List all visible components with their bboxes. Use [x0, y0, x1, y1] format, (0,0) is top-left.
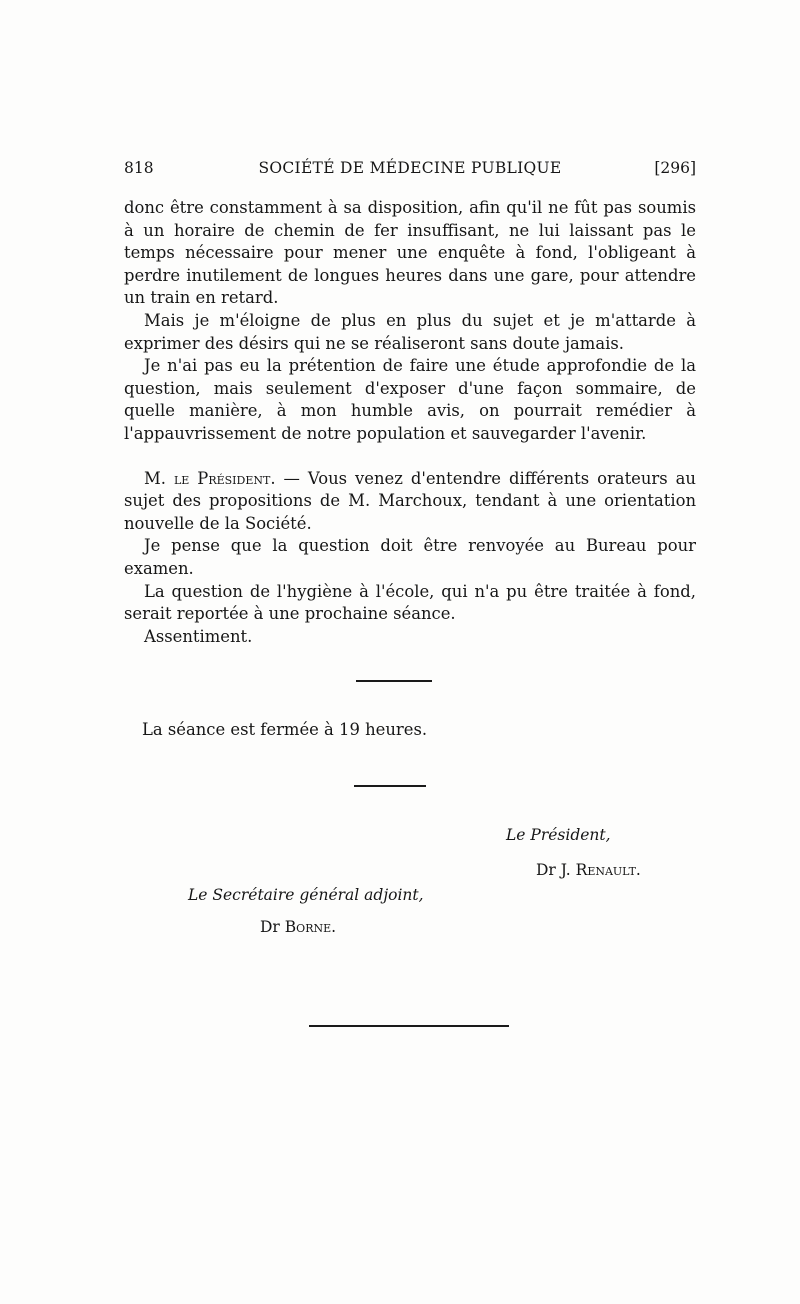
president-role: Le Président,: [506, 826, 611, 844]
assent-note: Assentiment.: [144, 626, 253, 646]
president-title: Dr: [536, 861, 556, 879]
body-text: [124, 197, 696, 648]
speaker-name: M. le Président.: [144, 468, 276, 488]
secretary-title: Dr: [260, 918, 280, 936]
paragraph-gap: [124, 446, 696, 468]
secretary-name: Borne.: [284, 918, 337, 936]
session-closing: La séance est fermée à 19 heures.: [142, 720, 428, 739]
secretary-role: Le Secrétaire général adjoint,: [188, 886, 424, 904]
paragraph-2: Mais je m'éloigne de plus en plus du sujet et je m'attarde à exprimer des désirs qui ne se réaliseront sans doute jamais.: [124, 310, 696, 353]
end-rule: [309, 1025, 509, 1027]
president-signature: [536, 861, 641, 879]
president-speech-p3: La question de l'hygiène à l'école, qui n'a pu être traitée à fond, serait reportée à une prochaine séance.: [124, 581, 696, 624]
page-reference: [296]: [654, 159, 696, 177]
president-speech-text: — Vous venez d'entendre différents orateurs au sujet des propositions de M. Marchoux, tendant à une orientation nouvelle de la Société.: [124, 468, 696, 533]
secretary-signature: [260, 918, 336, 936]
paragraph-3: Je n'ai pas eu la prétention de faire une étude approfondie de la question, mais seulement d'exposer d'une façon sommaire, de quelle manière, à mon humble avis, on pourrait remédier à l'appauvrissement de notre population et sauvegarder l'avenir.: [124, 356, 696, 443]
running-head: [124, 159, 696, 183]
president-speech: [124, 468, 696, 536]
page-number: 818: [124, 159, 154, 177]
president-name: J. Renault.: [560, 861, 641, 879]
page-title: SOCIÉTÉ DE MÉDECINE PUBLIQUE: [258, 159, 562, 177]
section-divider-1: [356, 680, 432, 682]
president-speech-p2: Je pense que la question doit être renvoyée au Bureau pour examen.: [124, 536, 696, 578]
paragraph-1: donc être constamment à sa disposition, afin qu'il ne fût pas soumis à un horaire de chemin de fer insuffisant, ne lui laissant pas le temps nécessaire pour mener une enquête à fond, l'obligeant à perdre inutilement de longues heures dans une gare, pour attendre un train en retard.: [124, 198, 696, 308]
section-divider-2: [354, 785, 426, 787]
